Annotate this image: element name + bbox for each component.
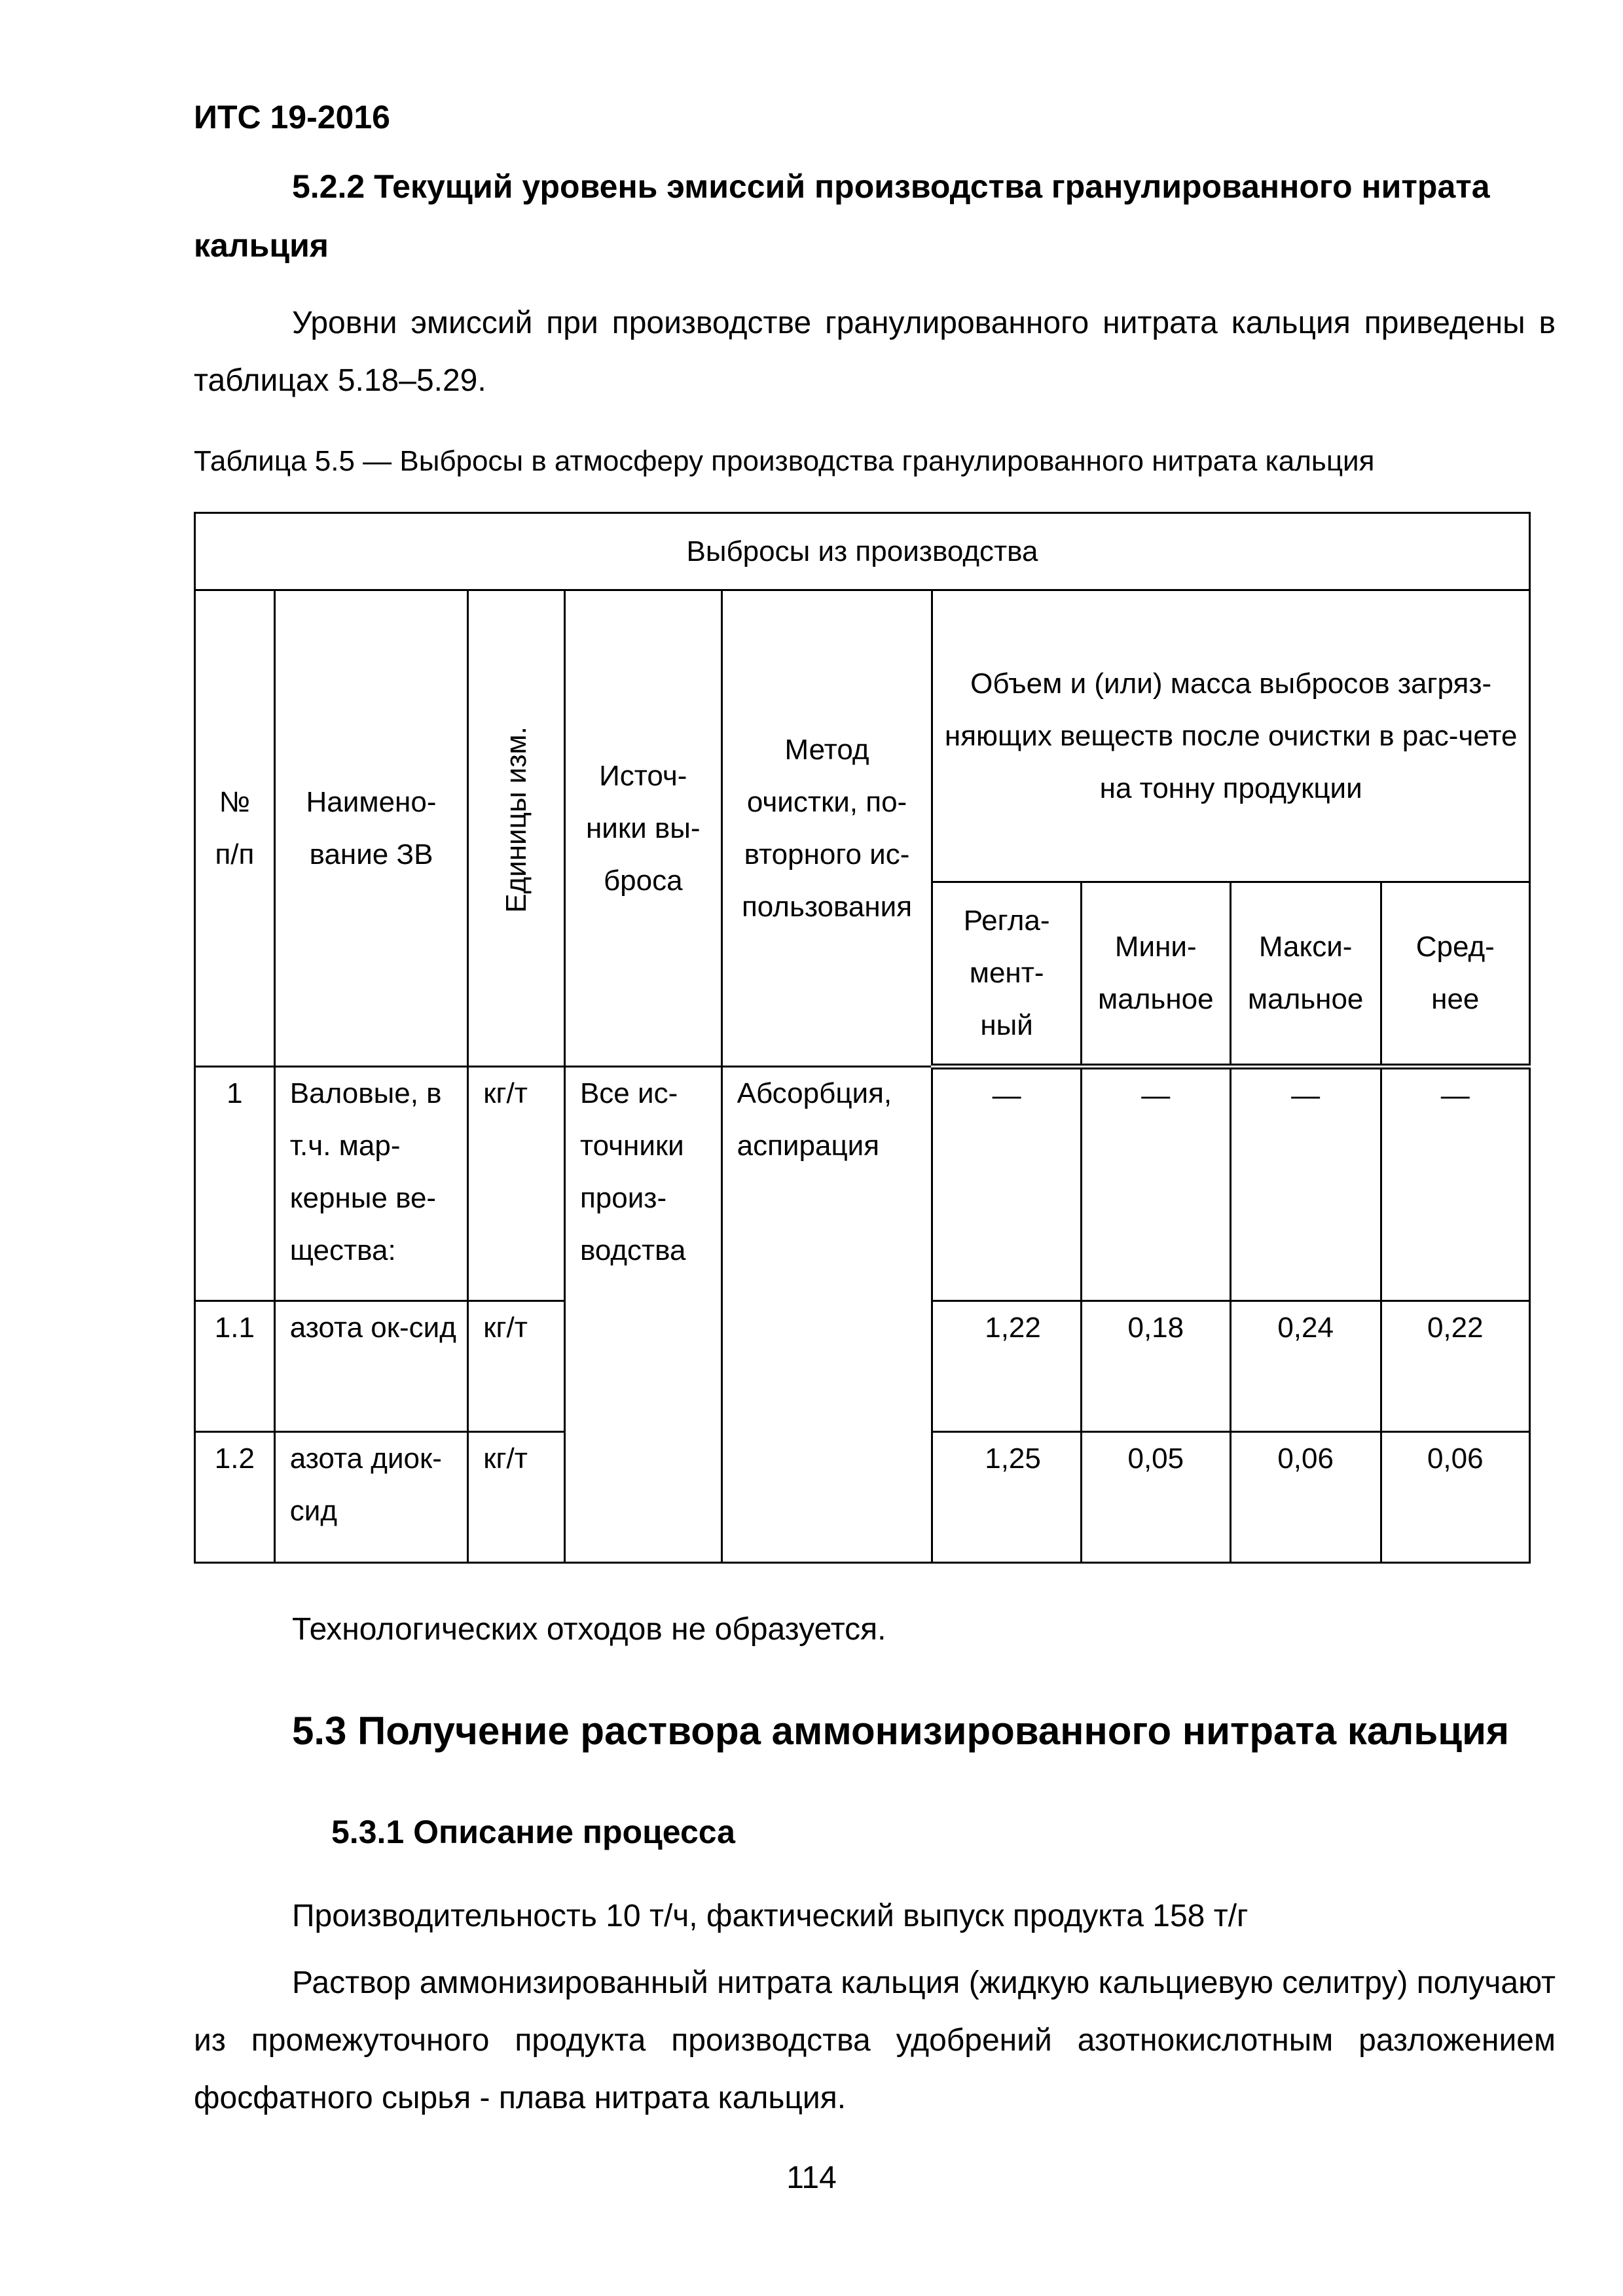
table-caption: Таблица 5.5 — Выбросы в атмосферу производства гранулированного нитрата кальция: [194, 445, 1375, 477]
header-volume: Объем и (или) масса выбросов загряз-няющих веществ после очистки в рас-чете на тонну продукции: [932, 590, 1530, 882]
cell-reg: 1,25: [932, 1432, 1081, 1563]
cell-avg: —: [1381, 1067, 1529, 1301]
cell-avg: 0,22: [1381, 1301, 1529, 1432]
cell-num: 1.1: [195, 1301, 275, 1432]
cell-avg: 0,06: [1381, 1432, 1529, 1563]
page-number: 114: [786, 2161, 837, 2195]
intro-paragraph: Уровни эмиссий при производстве гранулированного нитрата кальция приведены в таблицах 5.18–5.29.: [194, 306, 1556, 398]
header-max: Макси-мальное: [1230, 882, 1381, 1067]
table-top-header: Выбросы из производства: [195, 513, 1530, 590]
cell-name: азота диок-сид: [274, 1432, 467, 1563]
cell-method: Абсорбция, аспирация: [721, 1067, 932, 1563]
document-code: ИТС 19-2016: [194, 99, 390, 135]
section-title: 5.2.2 Текущий уровень эмиссий производства гранулированного нитрата кальция: [194, 168, 1490, 264]
cell-reg: 1,22: [932, 1301, 1081, 1432]
cell-num: 1.2: [195, 1432, 275, 1563]
cell-max: 0,24: [1230, 1301, 1381, 1432]
header-min: Мини-мальное: [1081, 882, 1230, 1067]
cell-units: кг/т: [468, 1301, 565, 1432]
cell-name: Валовые, в т.ч. мар-керные ве-щества:: [274, 1067, 467, 1301]
description-paragraph: Раствор аммонизированный нитрата кальция (жидкую кальциевую селитру) получают из промежуточного продукта производства удобрений азотнокислотным разложением фосфатного сырья - плава нитрата кальция.: [194, 1965, 1556, 2115]
subsection-heading: 5.3.1 Описание процесса: [331, 1814, 735, 1850]
cell-units: кг/т: [468, 1432, 565, 1563]
cell-units: кг/т: [468, 1067, 565, 1301]
header-name: Наимено-вание ЗВ: [274, 590, 467, 1067]
section-heading: 5.3 Получение раствора аммонизированного нитрата кальция: [292, 1709, 1510, 1753]
header-units: Единицы изм.: [468, 590, 565, 1067]
table-row: [195, 1067, 1530, 1301]
cell-sources: Все ис-точники произ-водства: [564, 1067, 721, 1563]
header-num: № п/п: [195, 590, 275, 1067]
header-sources: Источ-ники вы-броса: [564, 590, 721, 1067]
cell-min: —: [1081, 1067, 1230, 1301]
cell-min: 0,18: [1081, 1301, 1230, 1432]
header-reg: Регла-мент-ный: [932, 882, 1081, 1067]
emissions-table: [194, 512, 1531, 1564]
capacity-text: Производительность 10 т/ч, фактический выпуск продукта 158 т/г: [292, 1899, 1249, 1933]
header-avg: Сред-нее: [1381, 882, 1529, 1067]
cell-min: 0,05: [1081, 1432, 1230, 1563]
cell-max: 0,06: [1230, 1432, 1381, 1563]
cell-reg: —: [932, 1067, 1081, 1301]
header-method: Метод очистки, по-вторного ис-пользования: [721, 590, 932, 1067]
cell-name: азота ок-сид: [274, 1301, 467, 1432]
cell-num: 1: [195, 1067, 275, 1301]
waste-note: Технологических отходов не образуется.: [292, 1612, 886, 1647]
cell-max: —: [1230, 1067, 1381, 1301]
